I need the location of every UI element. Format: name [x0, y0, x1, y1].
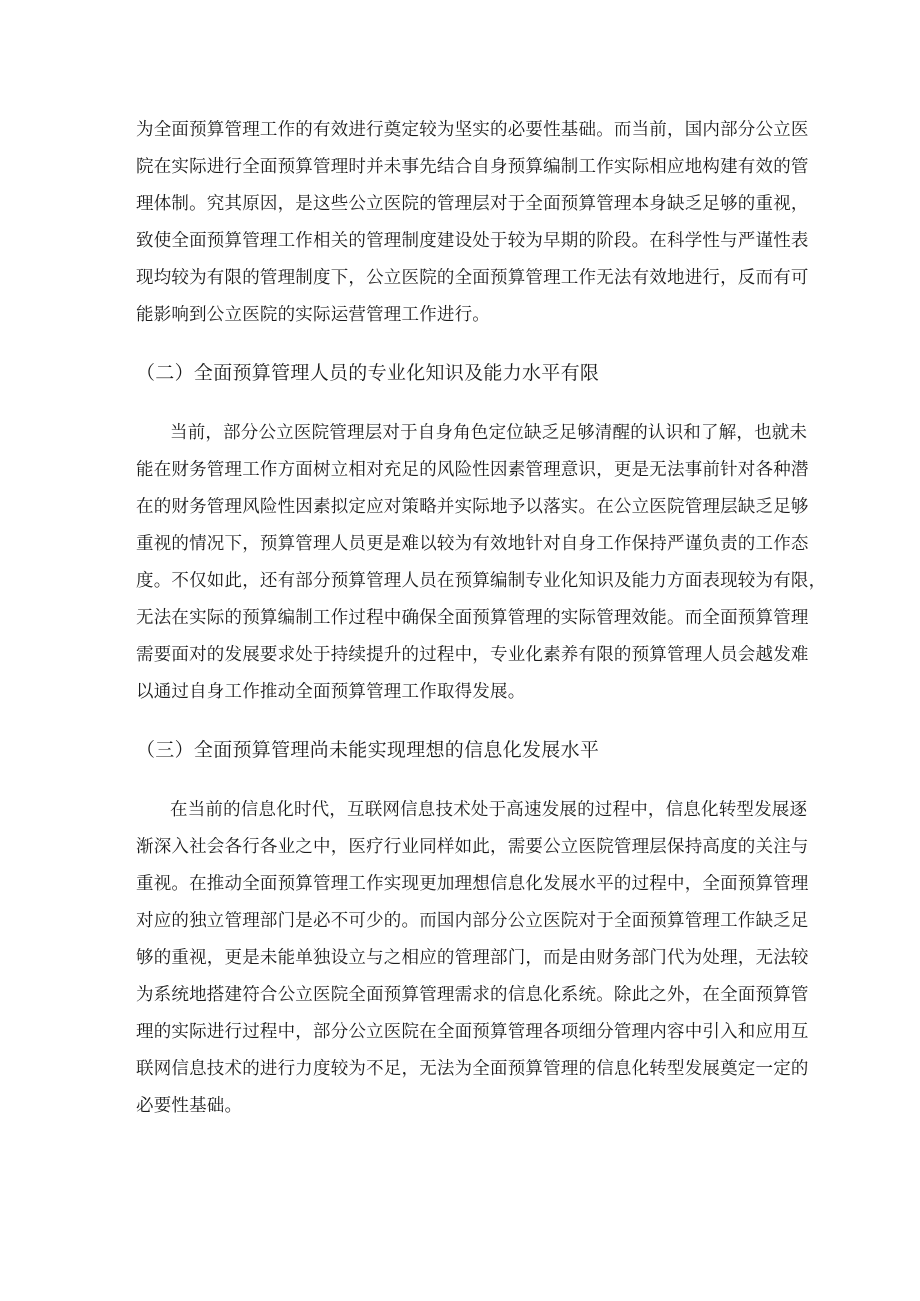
paragraph-2	[136, 415, 827, 711]
paragraph-line: 重视。在推动全面预算管理工作实现更加理想信息化发展水平的过程中，全面预算管理	[136, 874, 809, 894]
spacer	[136, 393, 784, 415]
paragraph-line: 为全面预算管理工作的有效进行奠定较为坚实的必要性基础。而当前，国内部分公立医	[136, 120, 809, 140]
paragraph-line: 能在财务管理工作方面树立相对充足的风险性因素管理意识，更是无法事前针对各种潜	[136, 460, 809, 480]
paragraph-line: 必要性基础。	[136, 1096, 243, 1116]
paragraph-line: 理体制。究其原因，是这些公立医院的管理层对于全面预算管理本身缺乏足够的重视，	[136, 194, 809, 214]
paragraph-line: 重视的情况下，预算管理人员更是难以较为有效地针对自身工作保持严谨负责的工作态	[136, 534, 809, 554]
paragraph-line: 渐深入社会各行各业之中，医疗行业同样如此，需要公立医院管理层保持高度的关注与	[136, 837, 809, 857]
document-page	[136, 112, 827, 1125]
spacer	[136, 711, 784, 730]
paragraph-line: 度。不仅如此，还有部分预算管理人员在预算编制专业化知识及能力方面表现较为有限，	[136, 571, 827, 591]
spacer	[136, 770, 784, 792]
spacer	[136, 334, 784, 353]
paragraph-line: 能影响到公立医院的实际运营管理工作进行。	[136, 305, 490, 325]
section-heading-2: （二）全面预算管理人员的专业化知识及能力水平有限	[136, 362, 600, 384]
paragraph-line: 现均较为有限的管理制度下，公立医院的全面预算管理工作无法有效地进行，反而有可	[136, 268, 809, 288]
paragraph-line: 对应的独立管理部门是必不可少的。而国内部分公立医院对于全面预算管理工作缺乏足	[136, 911, 809, 931]
paragraph-line: 为系统地搭建符合公立医院全面预算管理需求的信息化系统。除此之外，在全面预算管	[136, 985, 809, 1005]
paragraph-line: 联网信息技术的进行力度较为不足，无法为全面预算管理的信息化转型发展奠定一定的	[136, 1059, 809, 1079]
paragraph-line: 够的重视，更是未能单独设立与之相应的管理部门，而是由财务部门代为处理，无法较	[136, 948, 809, 968]
paragraph-line: 以通过自身工作推动全面预算管理工作取得发展。	[136, 682, 526, 702]
paragraph-line: 致使全面预算管理工作相关的管理制度建设处于较为早期的阶段。在科学性与严谨性表	[136, 231, 809, 251]
paragraph-line: 当前，部分公立医院管理层对于自身角色定位缺乏足够清醒的认识和了解，也就未	[170, 423, 808, 443]
paragraph-line: 在当前的信息化时代，互联网信息技术处于高速发展的过程中，信息化转型发展逐	[170, 800, 808, 820]
paragraph-line: 无法在实际的预算编制工作过程中确保全面预算管理的实际管理效能。而全面预算管理	[136, 608, 809, 628]
section-heading-3: （三）全面预算管理尚未能实现理想的信息化发展水平	[136, 739, 600, 761]
paragraph-3	[136, 792, 809, 1125]
paragraph-line: 在的财务管理风险性因素拟定应对策略并实际地予以落实。在公立医院管理层缺乏足够	[136, 497, 809, 517]
paragraph-1	[136, 112, 809, 334]
paragraph-line: 需要面对的发展要求处于持续提升的过程中，专业化素养有限的预算管理人员会越发难	[136, 645, 809, 665]
paragraph-line: 院在实际进行全面预算管理时并未事先结合自身预算编制工作实际相应地构建有效的管	[136, 157, 809, 177]
paragraph-line: 理的实际进行过程中，部分公立医院在全面预算管理各项细分管理内容中引入和应用互	[136, 1022, 809, 1042]
